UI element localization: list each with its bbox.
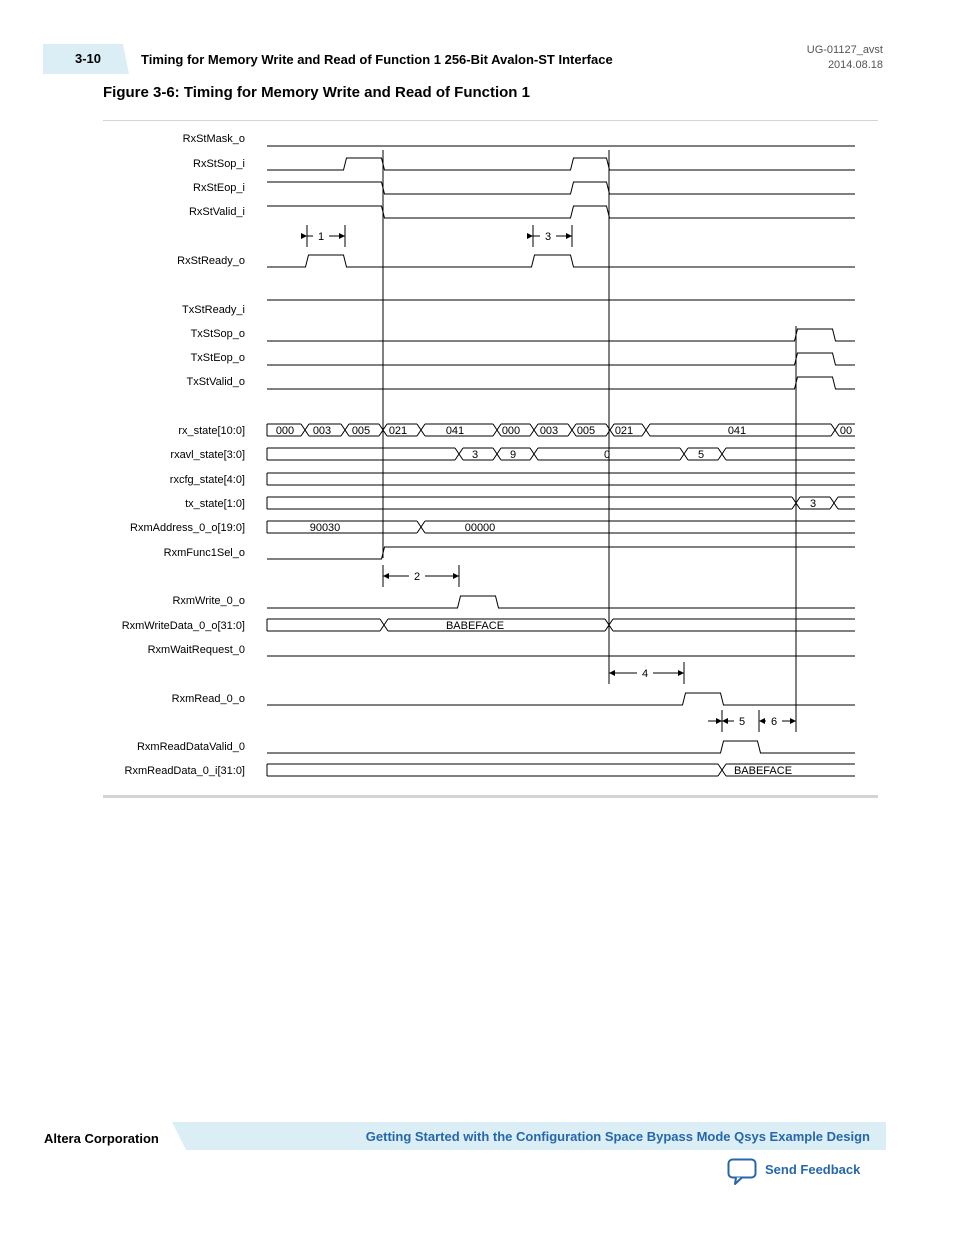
signal-label: RxStMask_o	[182, 133, 245, 145]
signal-label: RxStValid_i	[188, 206, 245, 218]
marker-label: 3	[544, 231, 552, 243]
txstsop-wave	[267, 329, 855, 341]
signal-label: rxcfg_state[4:0]	[169, 474, 245, 486]
marker-arrow	[383, 573, 389, 579]
rxm-write-data-transitions	[267, 619, 613, 631]
signal-label: TxStReady_i	[182, 304, 245, 316]
marker-arrow	[678, 670, 684, 676]
marker-arrow	[759, 718, 765, 724]
txsteop-wave	[267, 353, 855, 365]
rx-state-value: 003	[312, 425, 332, 437]
tx-state-transitions	[267, 497, 838, 509]
marker-arrow	[566, 233, 572, 239]
rx-state-value: 003	[539, 425, 559, 437]
document-date: 2014.08.18	[827, 59, 883, 71]
rx-state-value: 005	[576, 425, 596, 437]
marker-arrow	[339, 233, 345, 239]
marker-arrow	[716, 718, 722, 724]
signal-label: TxStValid_o	[186, 376, 245, 388]
marker-label: 5	[738, 716, 746, 728]
rxstready-wave	[267, 255, 855, 267]
waveforms	[267, 146, 855, 776]
signal-label: RxmWaitRequest_0	[147, 644, 245, 656]
signal-label: RxmReadData_0_i[31:0]	[124, 765, 245, 777]
running-title: Timing for Memory Write and Read of Function 1 256-Bit Avalon-ST Interface	[141, 52, 613, 67]
signal-label: RxStReady_o	[177, 255, 245, 267]
figure-bottom-rule	[103, 795, 878, 798]
signal-label: RxmFunc1Sel_o	[163, 547, 245, 559]
speech-bubble-icon[interactable]	[727, 1158, 759, 1186]
marker-label: 6	[770, 716, 778, 728]
rxm-read-data-transitions	[267, 764, 726, 776]
marker-label: 1	[317, 231, 325, 243]
footer-company: Altera Corporation	[44, 1131, 159, 1146]
rx-state-value: 041	[445, 425, 465, 437]
signal-label: RxmAddress_0_o[19:0]	[130, 522, 245, 534]
signal-label: rx_state[10:0]	[178, 425, 245, 437]
marker-arrow	[609, 670, 615, 676]
rx-state-value: 00	[839, 425, 853, 437]
rxm-write-data-value: BABEFACE	[445, 620, 505, 632]
bus-values	[276, 425, 852, 777]
rxavl-state-value: 3	[471, 449, 479, 461]
rxmwrite-wave	[267, 596, 855, 608]
rxstvalid-wave	[267, 206, 855, 218]
marker-label: 4	[641, 668, 649, 680]
signal-label: rxavl_state[3:0]	[170, 449, 245, 461]
rxstsop-wave	[267, 158, 855, 170]
signal-label: RxmReadDataValid_0	[136, 741, 245, 753]
signal-label: RxStEop_i	[193, 182, 245, 194]
rx-state-value: 000	[501, 425, 521, 437]
marker-label: 2	[413, 571, 421, 583]
signal-labels	[122, 133, 245, 777]
rxm-address-value: 00000	[464, 522, 496, 534]
rxavl-state-value: 0	[603, 449, 611, 461]
tx-state-value: 3	[809, 498, 817, 510]
signal-label: RxmRead_0_o	[171, 693, 245, 705]
signal-label: RxmWriteData_0_o[31:0]	[121, 620, 245, 632]
footer-guide-link[interactable]: Getting Started with the Configuration Space Bypass Mode Qsys Example Design	[365, 1129, 870, 1144]
rxmread-wave	[267, 693, 855, 705]
rxavl-state-transitions	[267, 448, 726, 460]
rx-state-value: 021	[388, 425, 408, 437]
rx-state-value: 021	[614, 425, 634, 437]
rxmfunc1sel-wave	[267, 547, 855, 559]
signal-label: RxStSop_i	[193, 158, 245, 170]
send-feedback-link[interactable]: Send Feedback	[765, 1162, 861, 1177]
marker-arrow	[790, 718, 796, 724]
rxsteop-wave	[267, 182, 855, 194]
rxavl-state-value: 9	[509, 449, 517, 461]
rxm-address-value: 90030	[309, 522, 341, 534]
marker-arrow	[527, 233, 533, 239]
rx-state-value: 041	[727, 425, 747, 437]
page-number: 3-10	[75, 51, 102, 66]
marker-arrow	[453, 573, 459, 579]
signal-label: tx_state[1:0]	[185, 498, 245, 510]
rxm-address-transitions	[267, 521, 425, 533]
rx-state-value: 005	[351, 425, 371, 437]
figure-title: Figure 3-6: Timing for Memory Write and Read of Function 1	[103, 84, 530, 101]
marker-arrow	[722, 718, 728, 724]
document-id: UG-01127_avst	[806, 44, 883, 56]
rx-state-value: 000	[275, 425, 295, 437]
signal-label: TxStSop_o	[190, 328, 245, 340]
marker-arrow	[301, 233, 307, 239]
rxmreaddatavalid-wave	[267, 741, 855, 753]
rxm-read-data-value: BABEFACE	[733, 765, 793, 777]
txstvalid-wave	[267, 377, 855, 389]
signal-label: RxmWrite_0_o	[172, 595, 245, 607]
signal-label: TxStEop_o	[190, 352, 245, 364]
rxavl-state-value: 5	[697, 449, 705, 461]
